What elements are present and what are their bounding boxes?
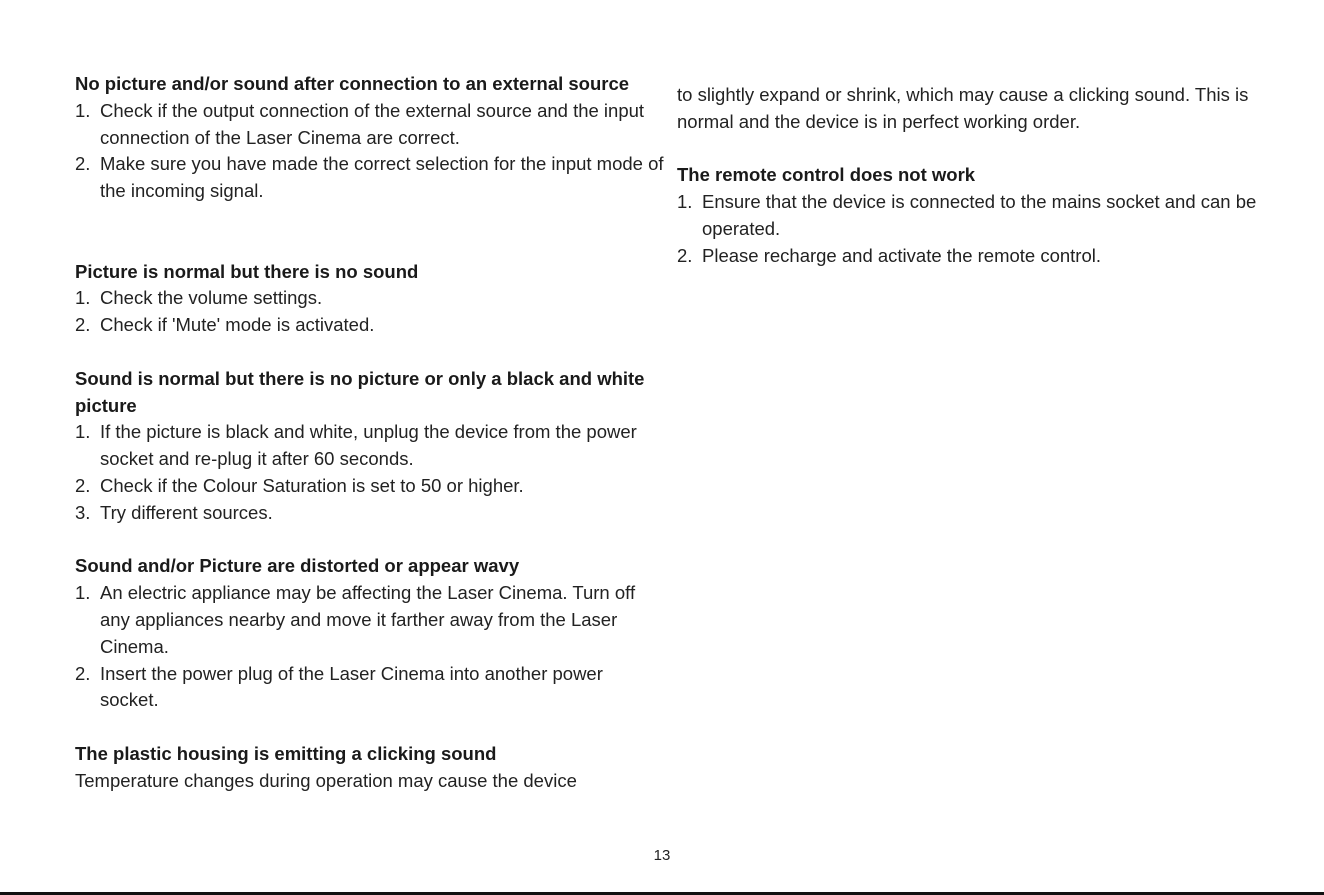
list-item [75, 473, 665, 500]
item-number: 1. [677, 191, 693, 213]
item-text: Check if the Colour Saturation is set to 50 or higher. [100, 474, 524, 496]
list-item [75, 151, 665, 205]
item-text: Try different sources. [100, 501, 273, 523]
list-item [677, 189, 1277, 243]
section-no-sound [75, 259, 665, 339]
item-text: Check the volume settings. [100, 287, 323, 309]
spacer [75, 714, 665, 741]
item-number: 2. [75, 474, 91, 496]
paragraph: Temperature changes during operation may cause the device [75, 769, 577, 791]
spacer [75, 205, 665, 232]
item-number: 2. [75, 153, 91, 175]
right-column [677, 82, 1277, 270]
item-number: 3. [75, 501, 91, 523]
list-item [677, 243, 1277, 270]
list-item [75, 500, 665, 527]
item-number: 1. [75, 582, 91, 604]
item-text: Check if the output connection of the external source and the input connection of the Laser Cinema are correct. [100, 99, 645, 148]
item-number: 1. [75, 287, 91, 309]
section-heading: No picture and/or sound after connection to an external source [75, 73, 630, 94]
spacer [677, 136, 1277, 163]
item-text: If the picture is black and white, unplug the device from the power socket and re-plug it after 60 seconds. [100, 421, 637, 470]
spacer [75, 339, 665, 366]
spacer [75, 232, 665, 259]
left-column [75, 71, 665, 795]
item-text: Insert the power plug of the Laser Cinema into another power socket. [100, 662, 603, 711]
section-heading: Picture is normal but there is no sound [75, 260, 419, 282]
list-item [75, 312, 665, 339]
section-heading: Sound is normal but there is no picture or only a black and white picture [75, 367, 645, 416]
item-number: 1. [75, 421, 91, 443]
section-distorted [75, 553, 665, 714]
spacer [75, 527, 665, 554]
list-item [75, 661, 665, 715]
item-number: 2. [75, 314, 91, 336]
item-text: Please recharge and activate the remote control. [702, 244, 1102, 266]
section-remote-control [677, 162, 1277, 269]
page-number: 13 [653, 847, 671, 864]
section-clicking-sound [75, 741, 665, 795]
list-item [75, 419, 665, 473]
list-item [75, 580, 665, 660]
section-heading: Sound and/or Picture are distorted or appear wavy [75, 555, 520, 577]
item-number: 2. [677, 244, 693, 266]
item-text: Ensure that the device is connected to the mains socket and can be operated. [702, 191, 1257, 239]
section-no-picture-external [75, 71, 665, 205]
list-item [75, 98, 665, 152]
section-no-picture [75, 366, 665, 527]
item-number: 2. [75, 662, 91, 684]
section-heading: The remote control does not work [677, 164, 976, 186]
continuation-paragraph: to slightly expand or shrink, which may cause a clicking sound. This is normal and the device is in perfect working order. [677, 84, 1249, 132]
section-heading: The plastic housing is emitting a clicking sound [75, 742, 497, 764]
item-number: 1. [75, 99, 91, 121]
list-item [75, 285, 665, 312]
item-text: Check if 'Mute' mode is activated. [100, 314, 375, 336]
item-text: An electric appliance may be affecting the Laser Cinema. Turn off any appliances nearby and move it farther away from the Laser Cinema. [100, 582, 636, 657]
item-text: Make sure you have made the correct selection for the input mode of the incoming signal. [100, 153, 664, 202]
